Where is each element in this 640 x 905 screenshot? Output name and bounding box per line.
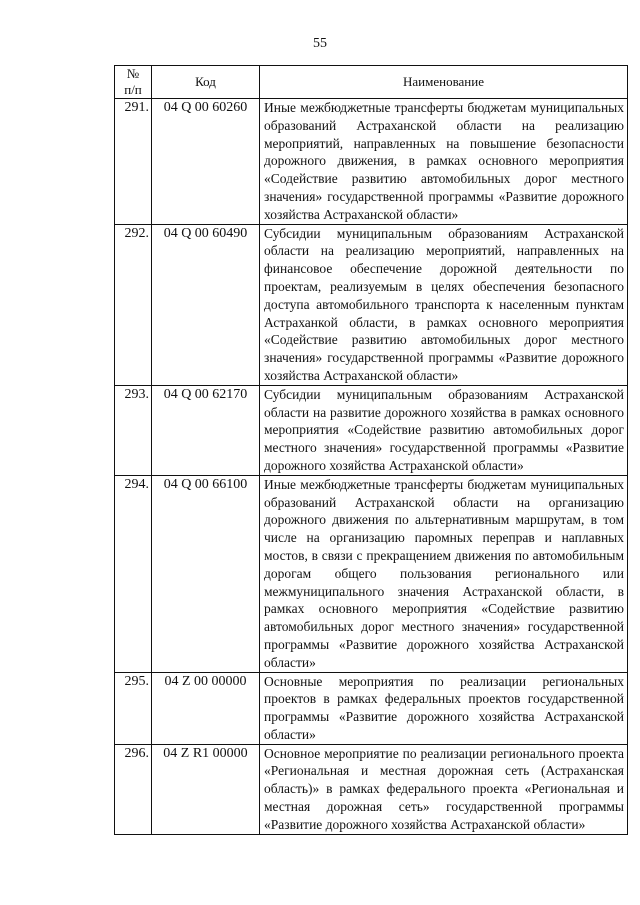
row-code: 04 Q 00 60490: [152, 224, 260, 385]
budget-code-table: [114, 65, 628, 835]
row-code: 04 Q 00 66100: [152, 475, 260, 672]
row-name: Основные мероприятия по реализации региональных проектов в рамках федеральных проектов государственной программы «Развитие дорожного хозяйства Астраханской области»: [260, 672, 628, 744]
row-code: 04 Q 00 60260: [152, 99, 260, 225]
header-name: Наименование: [260, 66, 628, 99]
table-header-row: [115, 66, 628, 99]
row-number: 293.: [115, 385, 152, 475]
row-name: Иные межбюджетные трансферты бюджетам муниципальных образований Астраханской области на организацию дорожного движения по альтернативным маршрутам, в том числе на организацию паромных переправ и наплавных мостов, в связи с прекращением движения по автомобильным дорогам общего пользования регионального или межмуниципального значения Астраханской области, в рамках основного мероприятия «Содействие развитию автомобильных дорог местного значения» государственной программы «Развитие дорожного хозяйства Астраханской области»: [260, 475, 628, 672]
table-row: [115, 385, 628, 475]
row-number: 295.: [115, 672, 152, 744]
header-number: [115, 66, 152, 99]
page-number: 55: [313, 36, 327, 51]
header-number-label: № п/п: [124, 66, 142, 97]
row-name: Субсидии муниципальным образованиям Астраханской области на реализацию мероприятий, направленных на финансовое обеспечение дорожной деятельности по проектам, реализуемым в целях обеспечения безопасного доступа автомобильного транспорта к населенным пунктам Астраханкой области, в рамках основного мероприятия «Содействие развитию автомобильных дорог местного значения» государственной программы «Развитие дорожного хозяйства Астраханской области»: [260, 224, 628, 385]
row-name: Иные межбюджетные трансферты бюджетам муниципальных образований Астраханской области на реализацию мероприятий, направленных на повышение безопасности дорожного движения, в рамках основного мероприятия «Содействие развитию автомобильных дорог местного значения» государственной программы «Развитие дорожного хозяйства Астраханской области»: [260, 99, 628, 225]
header-code: Код: [152, 66, 260, 99]
row-name: Субсидии муниципальным образованиям Астраханской области на развитие дорожного хозяйства в рамках основного мероприятия «Содействие развитию автомобильных дорог местного значения» государственной программы «Развитие дорожного хозяйства Астраханской области»: [260, 385, 628, 475]
table-row: [115, 475, 628, 672]
row-number: 296.: [115, 744, 152, 834]
row-number: 294.: [115, 475, 152, 672]
table-row: [115, 672, 628, 744]
table-row: [115, 99, 628, 225]
row-number: 292.: [115, 224, 152, 385]
row-code: 04 Q 00 62170: [152, 385, 260, 475]
row-name: Основное мероприятие по реализации регионального проекта «Региональная и местная дорожная сеть (Астраханская область)» в рамках федерального проекта «Региональная и местная дорожная сеть» государственной программы «Развитие дорожного хозяйства Астраханской области»: [260, 744, 628, 834]
row-number: 291.: [115, 99, 152, 225]
table-row: [115, 744, 628, 834]
row-code: 04 Z 00 00000: [152, 672, 260, 744]
table-row: [115, 224, 628, 385]
row-code: 04 Z R1 00000: [152, 744, 260, 834]
